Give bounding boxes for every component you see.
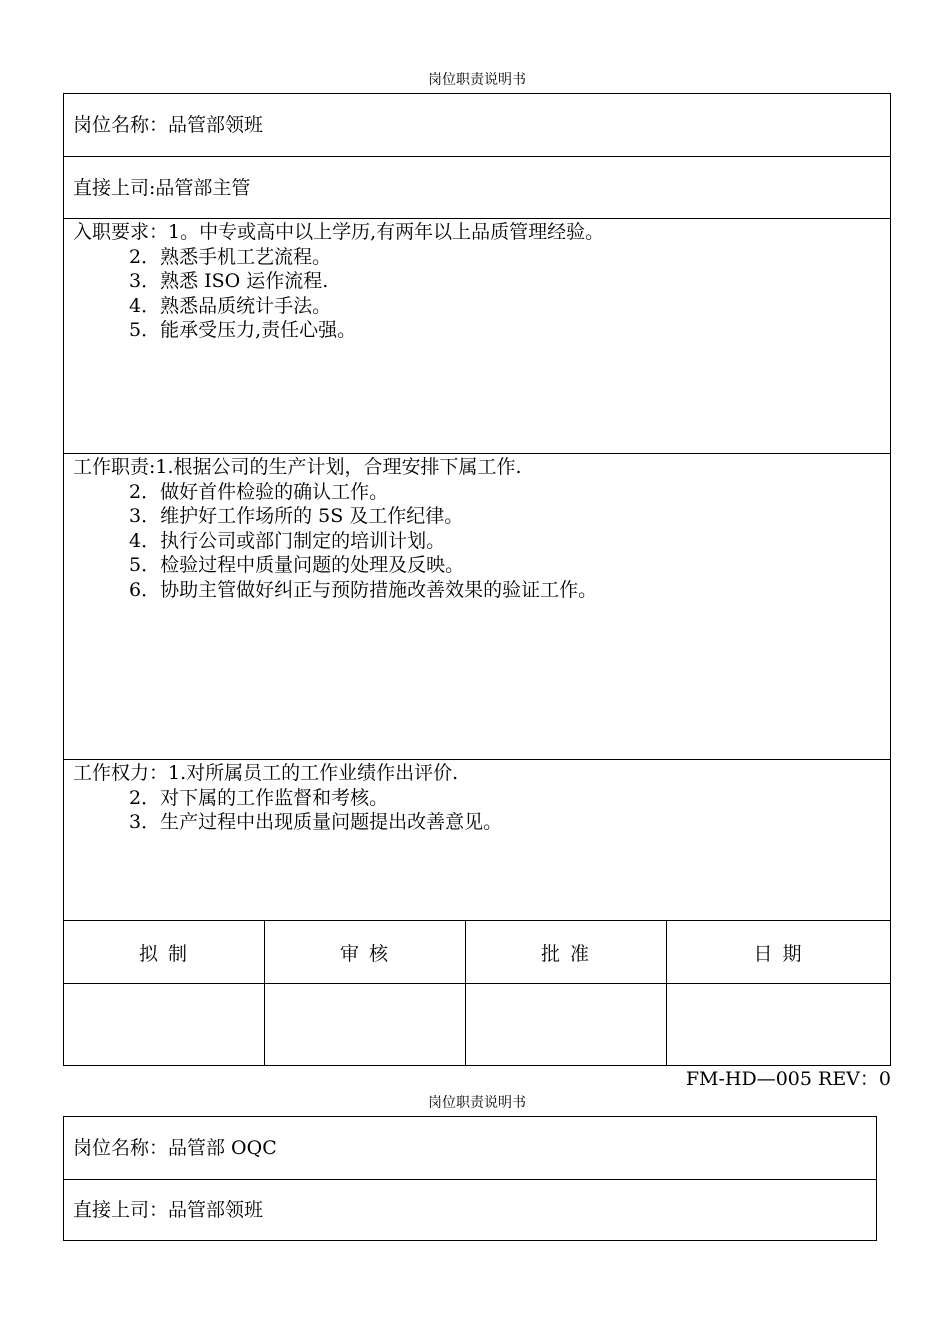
position-name-2: 岗位名称：品管部 OQC [73,1137,277,1159]
authority-section [64,760,890,921]
position-name-row [64,94,890,157]
draft-cell[interactable] [64,984,265,1065]
job-description-form-2 [63,1116,877,1241]
requirement-item: 4．熟悉品质统计手法。 [129,294,332,317]
date-cell[interactable] [667,984,890,1065]
authority-item: 3．生产过程中出现质量问题提出改善意见。 [129,811,503,833]
supervisor-row-2 [64,1180,876,1240]
requirement-item: 入职要求：1。中专或高中以上学历,有两年以上品质管理经验。 [73,221,605,243]
authority-item: 工作权力：1.对所属员工的工作业绩作出评价. [73,762,459,784]
requirements-list [73,220,604,343]
requirements-section [64,219,890,454]
document-header-2: 岗位职责说明书 [428,1095,526,1111]
duty-item: 6．协助主管做好纠正与预防措施改善效果的验证工作。 [129,578,598,601]
job-description-form [63,93,891,1066]
draft-label: 拟 制 [64,921,265,983]
requirement-item: 5．能承受压力,责任心强。 [129,319,357,341]
supervisor-row [64,157,890,219]
signoff-blank-row [64,984,890,1065]
position-name-row-2 [64,1117,876,1180]
supervisor-2: 直接上司：品管部领班 [73,1199,264,1221]
requirement-item: 3．熟悉 ISO 运作流程. [129,270,329,292]
duty-item: 3．维护好工作场所的 5S 及工作纪律。 [129,505,464,527]
authority-list [73,761,502,835]
duty-item: 工作职责:1.根据公司的生产计划，合理安排下属工作. [73,456,522,478]
duty-item: 2．做好首件检验的确认工作。 [129,480,389,503]
authority-item: 2．对下属的工作监督和考核。 [129,786,389,809]
review-label: 审 核 [265,921,466,983]
requirement-item: 2．熟悉手机工艺流程。 [129,245,332,268]
form-code: FM-HD—005 REV：0 [685,1068,891,1090]
document-header: 岗位职责说明书 [428,72,526,88]
approve-cell[interactable] [466,984,667,1065]
duties-list [73,455,597,602]
duties-section [64,454,890,760]
date-label: 日 期 [753,942,804,965]
position-name: 岗位名称：品管部领班 [73,114,264,136]
approve-label: 批 准 [466,921,667,983]
signoff-header-row [64,921,890,984]
supervisor: 直接上司:品管部主管 [73,176,251,199]
duty-item: 5．检验过程中质量问题的处理及反映。 [129,554,465,576]
duty-item: 4．执行公司或部门制定的培训计划。 [129,529,446,552]
review-cell[interactable] [265,984,466,1065]
